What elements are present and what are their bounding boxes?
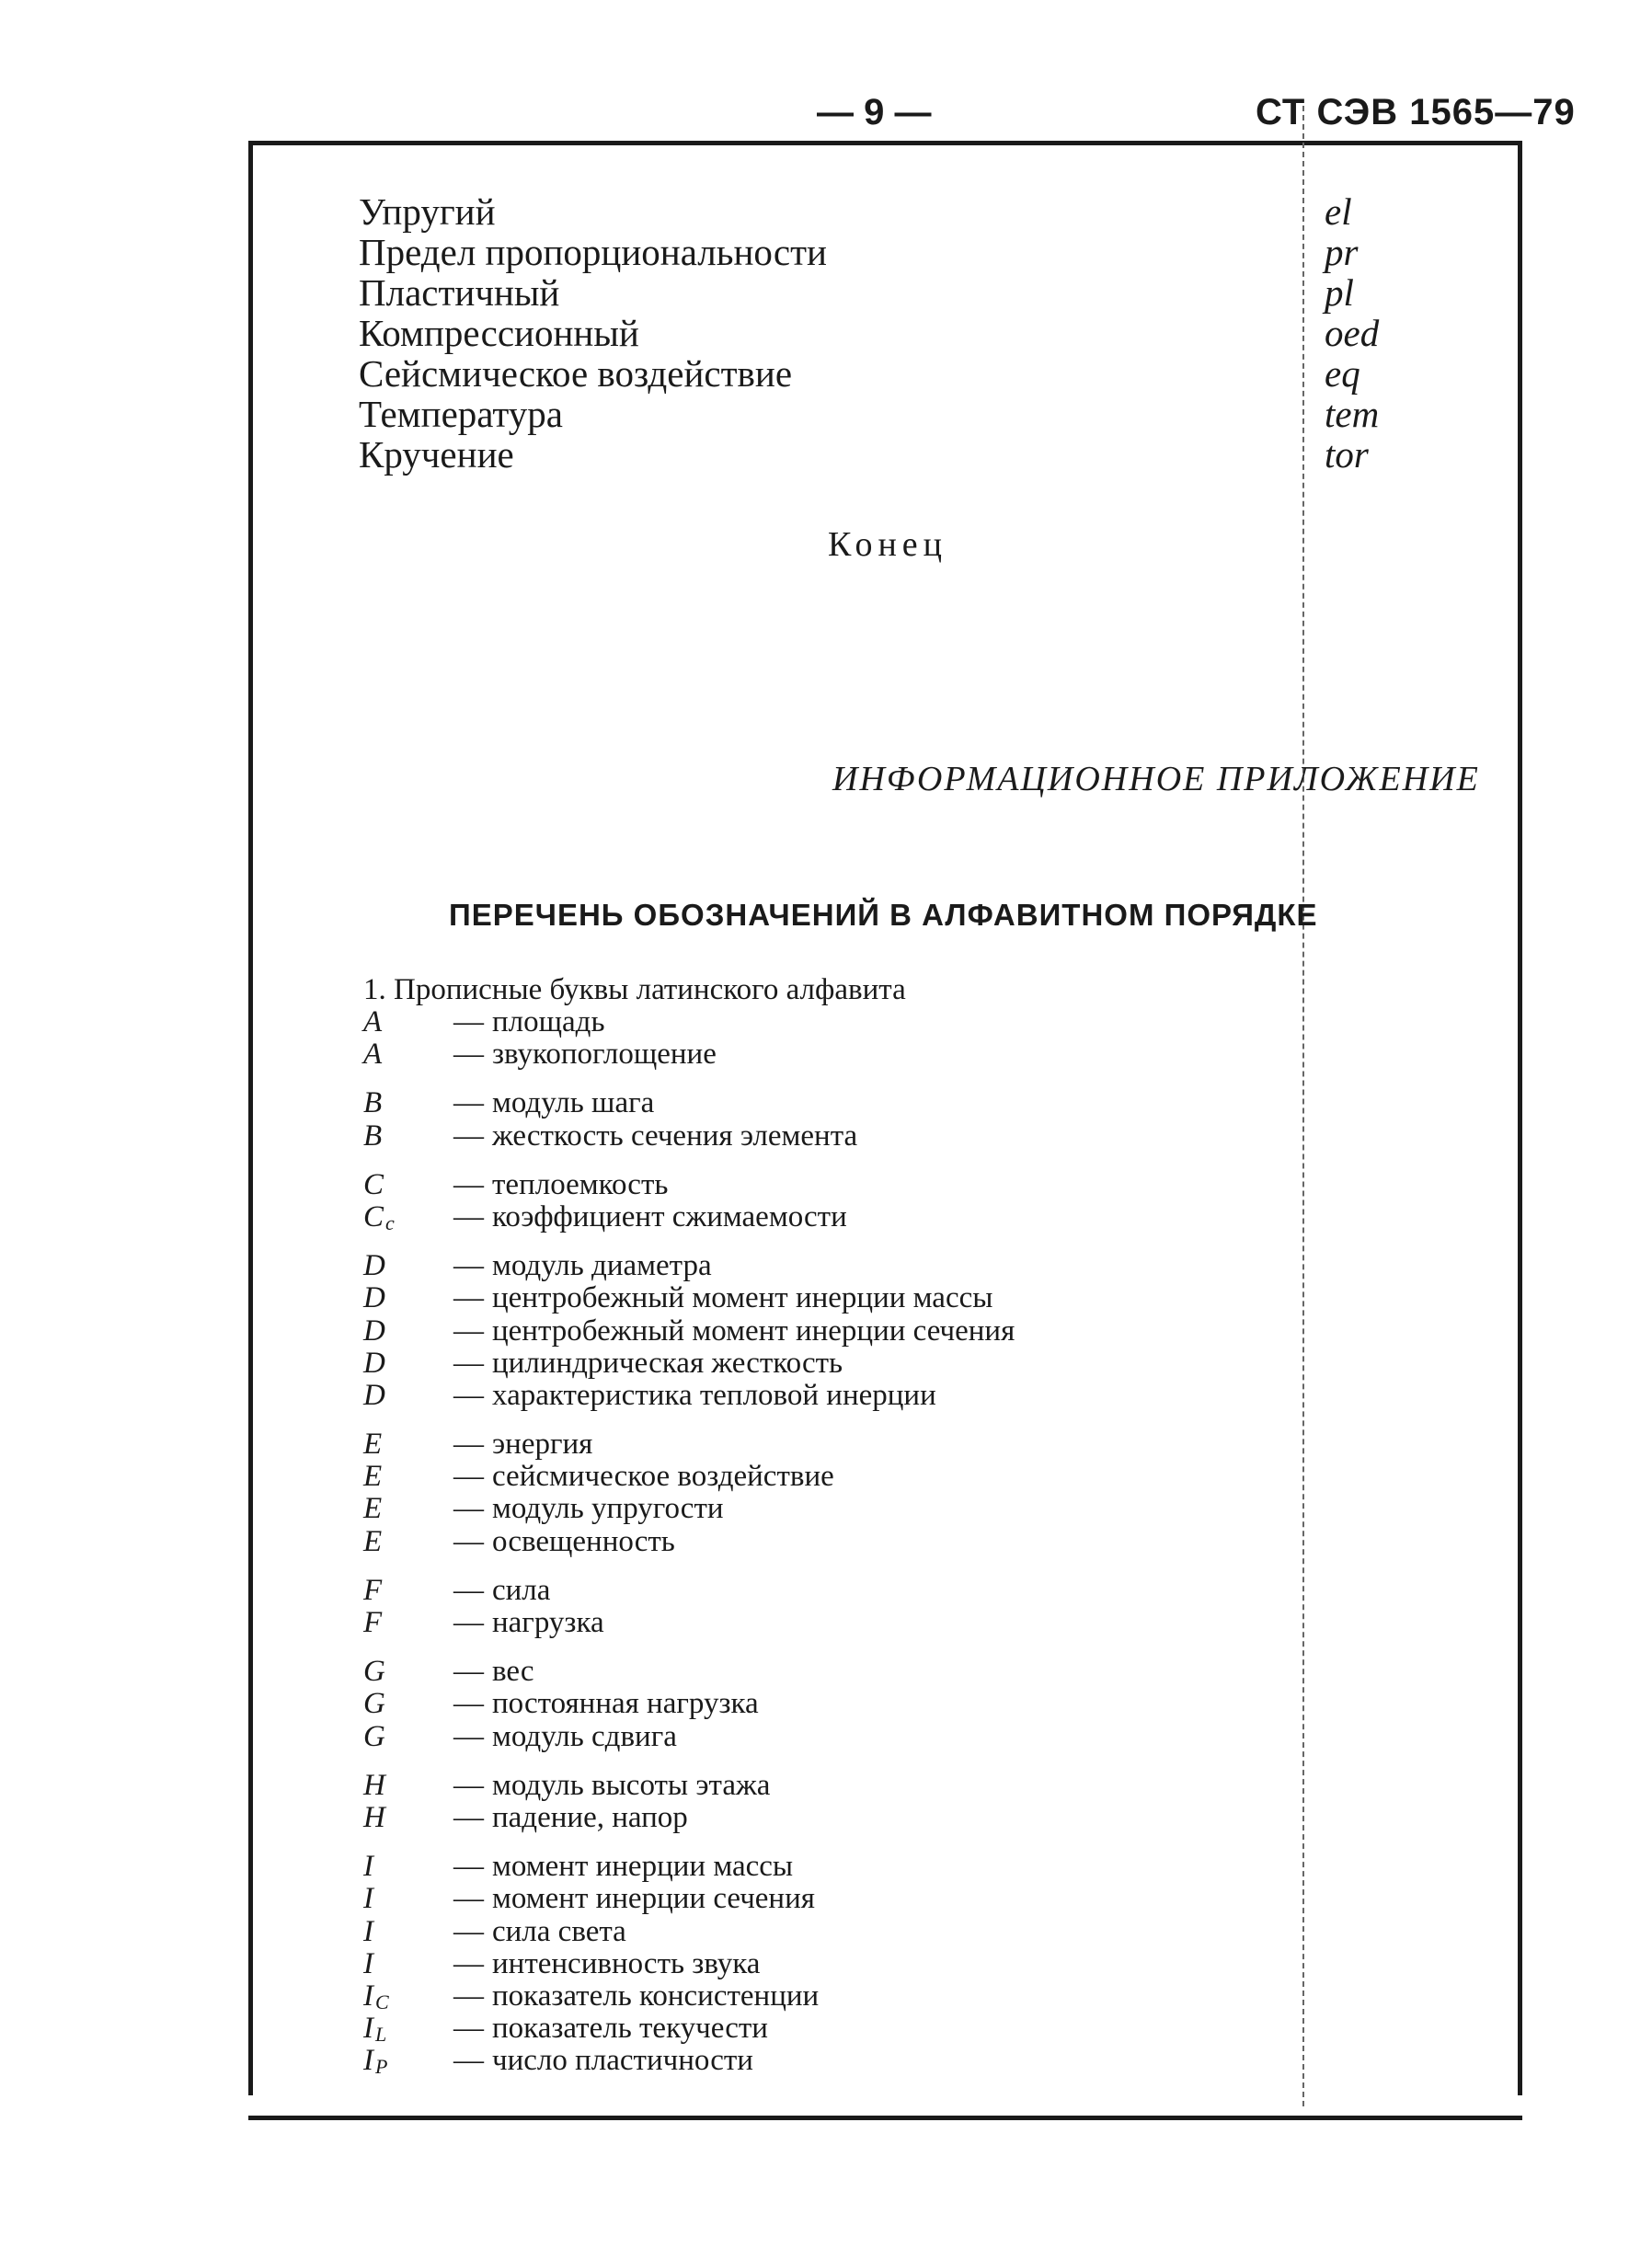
symbol-row [363, 1120, 1283, 1153]
dash: — [453, 1281, 484, 1315]
symbol-meaning: показатель текучести [492, 2012, 768, 2046]
subscript-row [359, 353, 1463, 394]
dash: — [453, 1314, 484, 1348]
subscript-code: tor [1325, 433, 1369, 476]
symbol-letter: D [363, 1378, 385, 1412]
dash: — [453, 1979, 484, 2013]
bottom-rule [248, 2116, 1522, 2120]
page-number: — 9 — [817, 92, 932, 132]
symbol-row [363, 1948, 1283, 1980]
symbol-row [363, 1380, 1283, 1412]
symbol-group [363, 1250, 1283, 1412]
symbol [363, 1916, 373, 1948]
symbol-group [363, 1087, 1283, 1152]
symbol-meaning: сила [492, 1573, 551, 1607]
symbol-subscript: c [385, 1210, 395, 1234]
symbol-meaning: модуль упругости [492, 1492, 724, 1526]
dash: — [453, 2044, 484, 2078]
symbol-row [363, 1250, 1283, 1282]
symbol-meaning: сейсмическое воздействие [492, 1460, 834, 1494]
subscript-code: pr [1325, 231, 1359, 273]
symbol [363, 1607, 382, 1639]
symbol-group [363, 1770, 1283, 1834]
dash: — [453, 1946, 484, 1980]
symbol [363, 1461, 382, 1493]
symbol-row [363, 1348, 1283, 1380]
subscript-row [359, 313, 1463, 353]
symbol-meaning: показатель консистенции [492, 1979, 820, 2013]
dash: — [453, 1492, 484, 1526]
symbol [363, 1315, 385, 1348]
symbol-letter: G [363, 1687, 385, 1721]
symbol-row [363, 1883, 1283, 1915]
symbol-letter: G [363, 1719, 385, 1753]
dash: — [453, 1005, 484, 1038]
symbol-letter: F [363, 1573, 383, 1607]
symbol [363, 1770, 385, 1802]
top-rule [248, 141, 1522, 145]
symbol [363, 1201, 395, 1239]
symbol-row [363, 1980, 1283, 2013]
symbol-letter: H [363, 1800, 385, 1834]
symbol [363, 1250, 385, 1282]
symbol-meaning: освещенность [492, 1524, 675, 1558]
symbol-meaning: характеристика тепловой инерции [492, 1378, 936, 1412]
symbol-meaning: звукопоглощение [492, 1038, 717, 1072]
dash: — [453, 1850, 484, 1884]
symbol-meaning: интенсивность звука [492, 1946, 761, 1980]
symbol [363, 1688, 385, 1720]
symbol-meaning: модуль шага [492, 1086, 655, 1120]
symbol-letter: I [363, 2044, 373, 2078]
dash: — [453, 1378, 484, 1412]
dash: — [453, 1119, 484, 1153]
dash: — [453, 1882, 484, 1916]
symbol-row [363, 1688, 1283, 1720]
symbol-group [363, 1428, 1283, 1558]
symbol-meaning: модуль высоты этажа [492, 1768, 771, 1802]
symbol [363, 1428, 382, 1461]
dash: — [453, 1524, 484, 1558]
dash: — [453, 1346, 484, 1380]
symbol-row [363, 1851, 1283, 1883]
symbol [363, 1282, 385, 1314]
symbol-meaning: нагрузка [492, 1606, 604, 1639]
symbol-row [363, 1461, 1283, 1493]
symbol-letter: G [363, 1655, 385, 1689]
symbol-row [363, 1282, 1283, 1314]
symbol-meaning: сила света [492, 1914, 626, 1948]
symbol-row [363, 1721, 1283, 1753]
symbol [363, 1948, 373, 1980]
symbol-subscript: P [375, 2055, 388, 2079]
symbol-row [363, 1087, 1283, 1119]
symbol-group [363, 1006, 1283, 1071]
symbol-letter: D [363, 1249, 385, 1283]
symbol-row [363, 2013, 1283, 2045]
symbol-letter: A [363, 1038, 383, 1072]
symbol-meaning: модуль сдвига [492, 1719, 677, 1753]
symbol-letter: C [363, 1167, 384, 1201]
dash: — [453, 1768, 484, 1802]
symbol-row [363, 1201, 1283, 1233]
dash: — [453, 1167, 484, 1201]
symbol-letter: B [363, 1119, 383, 1153]
subscript-code: tem [1325, 393, 1380, 435]
symbol-row [363, 1607, 1283, 1639]
symbol-letter: E [363, 1492, 383, 1526]
symbol-letter: E [363, 1428, 383, 1462]
symbol-letter: I [363, 1914, 373, 1948]
subscript-row [359, 232, 1463, 272]
symbol-meaning: центробежный момент инерции сечения [492, 1314, 1015, 1348]
symbol-list [363, 1006, 1283, 2094]
symbol-letter: E [363, 1524, 383, 1558]
symbol [363, 2045, 387, 2082]
dash: — [453, 1719, 484, 1753]
symbol-row [363, 1916, 1283, 1948]
dash: — [453, 1086, 484, 1120]
subscript-table [359, 191, 1463, 475]
end-label: Конец [828, 525, 947, 564]
symbol-meaning: энергия [492, 1428, 593, 1462]
symbol [363, 1038, 382, 1071]
dash: — [453, 1800, 484, 1834]
symbol-letter: I [363, 1850, 373, 1884]
symbol-row [363, 1428, 1283, 1461]
subscript-row [359, 272, 1463, 313]
symbol-letter: H [363, 1768, 385, 1802]
symbol-meaning: теплоемкость [492, 1167, 669, 1201]
dash: — [453, 1687, 484, 1721]
symbol [363, 1493, 382, 1525]
symbol-letter: D [363, 1346, 385, 1380]
symbol-row [363, 1770, 1283, 1802]
symbol-letter: D [363, 1314, 385, 1348]
section-heading: ПЕРЕЧЕНЬ ОБОЗНАЧЕНИЙ В АЛФАВИТНОМ ПОРЯДКЕ [449, 898, 1318, 932]
subscript-term: Кручение [359, 433, 514, 476]
symbol-letter: I [363, 1946, 373, 1980]
dash: — [453, 1606, 484, 1639]
symbol [363, 1575, 382, 1607]
symbol-group [363, 1656, 1283, 1753]
subscript-code: pl [1325, 271, 1354, 314]
symbol-meaning: постоянная нагрузка [492, 1687, 759, 1721]
subscript-term: Температура [359, 393, 563, 435]
symbol-row [363, 1315, 1283, 1348]
symbol-group [363, 1575, 1283, 1639]
symbol-row [363, 1656, 1283, 1688]
subscript-term: Компрессионный [359, 312, 639, 354]
left-border [248, 141, 253, 2095]
symbol-row [363, 1006, 1283, 1038]
symbol-letter: F [363, 1606, 383, 1639]
subsection-title: 1. Прописные буквы латинского алфавита [363, 973, 906, 1006]
symbol-row [363, 1802, 1283, 1834]
dash: — [453, 1914, 484, 1948]
subscript-row [359, 394, 1463, 434]
subscript-row [359, 434, 1463, 475]
symbol-meaning: центробежный момент инерции массы [492, 1281, 993, 1315]
symbol-letter: D [363, 1281, 385, 1315]
symbol [363, 1120, 382, 1153]
symbol-letter: A [363, 1005, 383, 1038]
symbol-meaning: число пластичности [492, 2044, 753, 2078]
right-border [1518, 145, 1522, 2095]
symbol-subscript: C [375, 1990, 389, 2013]
symbol-meaning: падение, напор [492, 1800, 688, 1834]
symbol-row [363, 1526, 1283, 1558]
dash: — [453, 1428, 484, 1462]
symbol [363, 1169, 384, 1201]
symbol-meaning: момент инерции сечения [492, 1882, 815, 1916]
dash: — [453, 1655, 484, 1689]
subscript-code: oed [1325, 312, 1380, 354]
symbol-row [363, 1169, 1283, 1201]
symbol-letter: I [363, 1979, 373, 2013]
symbol-letter: C [363, 1199, 384, 1233]
symbol [363, 1883, 373, 1915]
symbol [363, 1851, 373, 1883]
dash: — [453, 2012, 484, 2046]
symbol-row [363, 1575, 1283, 1607]
dash: — [453, 1199, 484, 1233]
symbol-letter: B [363, 1086, 383, 1120]
symbol-meaning: модуль диаметра [492, 1249, 712, 1283]
symbol-row [363, 1038, 1283, 1071]
dash: — [453, 1573, 484, 1607]
symbol-letter: I [363, 1882, 373, 1916]
symbol-group [363, 1169, 1283, 1233]
standard-code: СТ СЭВ 1565—79 [1256, 92, 1576, 132]
subscript-term: Пластичный [359, 271, 560, 314]
dash: — [453, 1249, 484, 1283]
symbol [363, 1802, 385, 1834]
dash: — [453, 1460, 484, 1494]
dash: — [453, 1038, 484, 1072]
subscript-term: Предел пропорциональности [359, 231, 827, 273]
subscript-term: Сейсмическое воздействие [359, 352, 793, 395]
symbol-group [363, 1851, 1283, 2077]
symbol-meaning: цилиндрическая жесткость [492, 1346, 843, 1380]
symbol [363, 1721, 385, 1753]
symbol [363, 1087, 382, 1119]
symbol [363, 1006, 382, 1038]
symbol-meaning: момент инерции массы [492, 1850, 794, 1884]
symbol [363, 1656, 385, 1688]
symbol-meaning: площадь [492, 1005, 605, 1038]
symbol-row [363, 2045, 1283, 2077]
symbol-subscript: L [375, 2023, 387, 2047]
appendix-label: ИНФОРМАЦИОННОЕ ПРИЛОЖЕНИЕ [832, 760, 1480, 798]
symbol [363, 1348, 385, 1380]
symbol [363, 1526, 382, 1558]
symbol-row [363, 1493, 1283, 1525]
subscript-row [359, 191, 1463, 232]
symbol-meaning: вес [492, 1655, 534, 1689]
subscript-code: eq [1325, 352, 1360, 395]
symbol-meaning: жесткость сечения элемента [492, 1119, 858, 1153]
symbol [363, 1380, 385, 1412]
symbol-letter: I [363, 2012, 373, 2046]
symbol-meaning: коэффициент сжимаемости [492, 1199, 847, 1233]
subscript-code: el [1325, 190, 1352, 233]
symbol-letter: E [363, 1460, 383, 1494]
subscript-term: Упругий [359, 190, 496, 233]
